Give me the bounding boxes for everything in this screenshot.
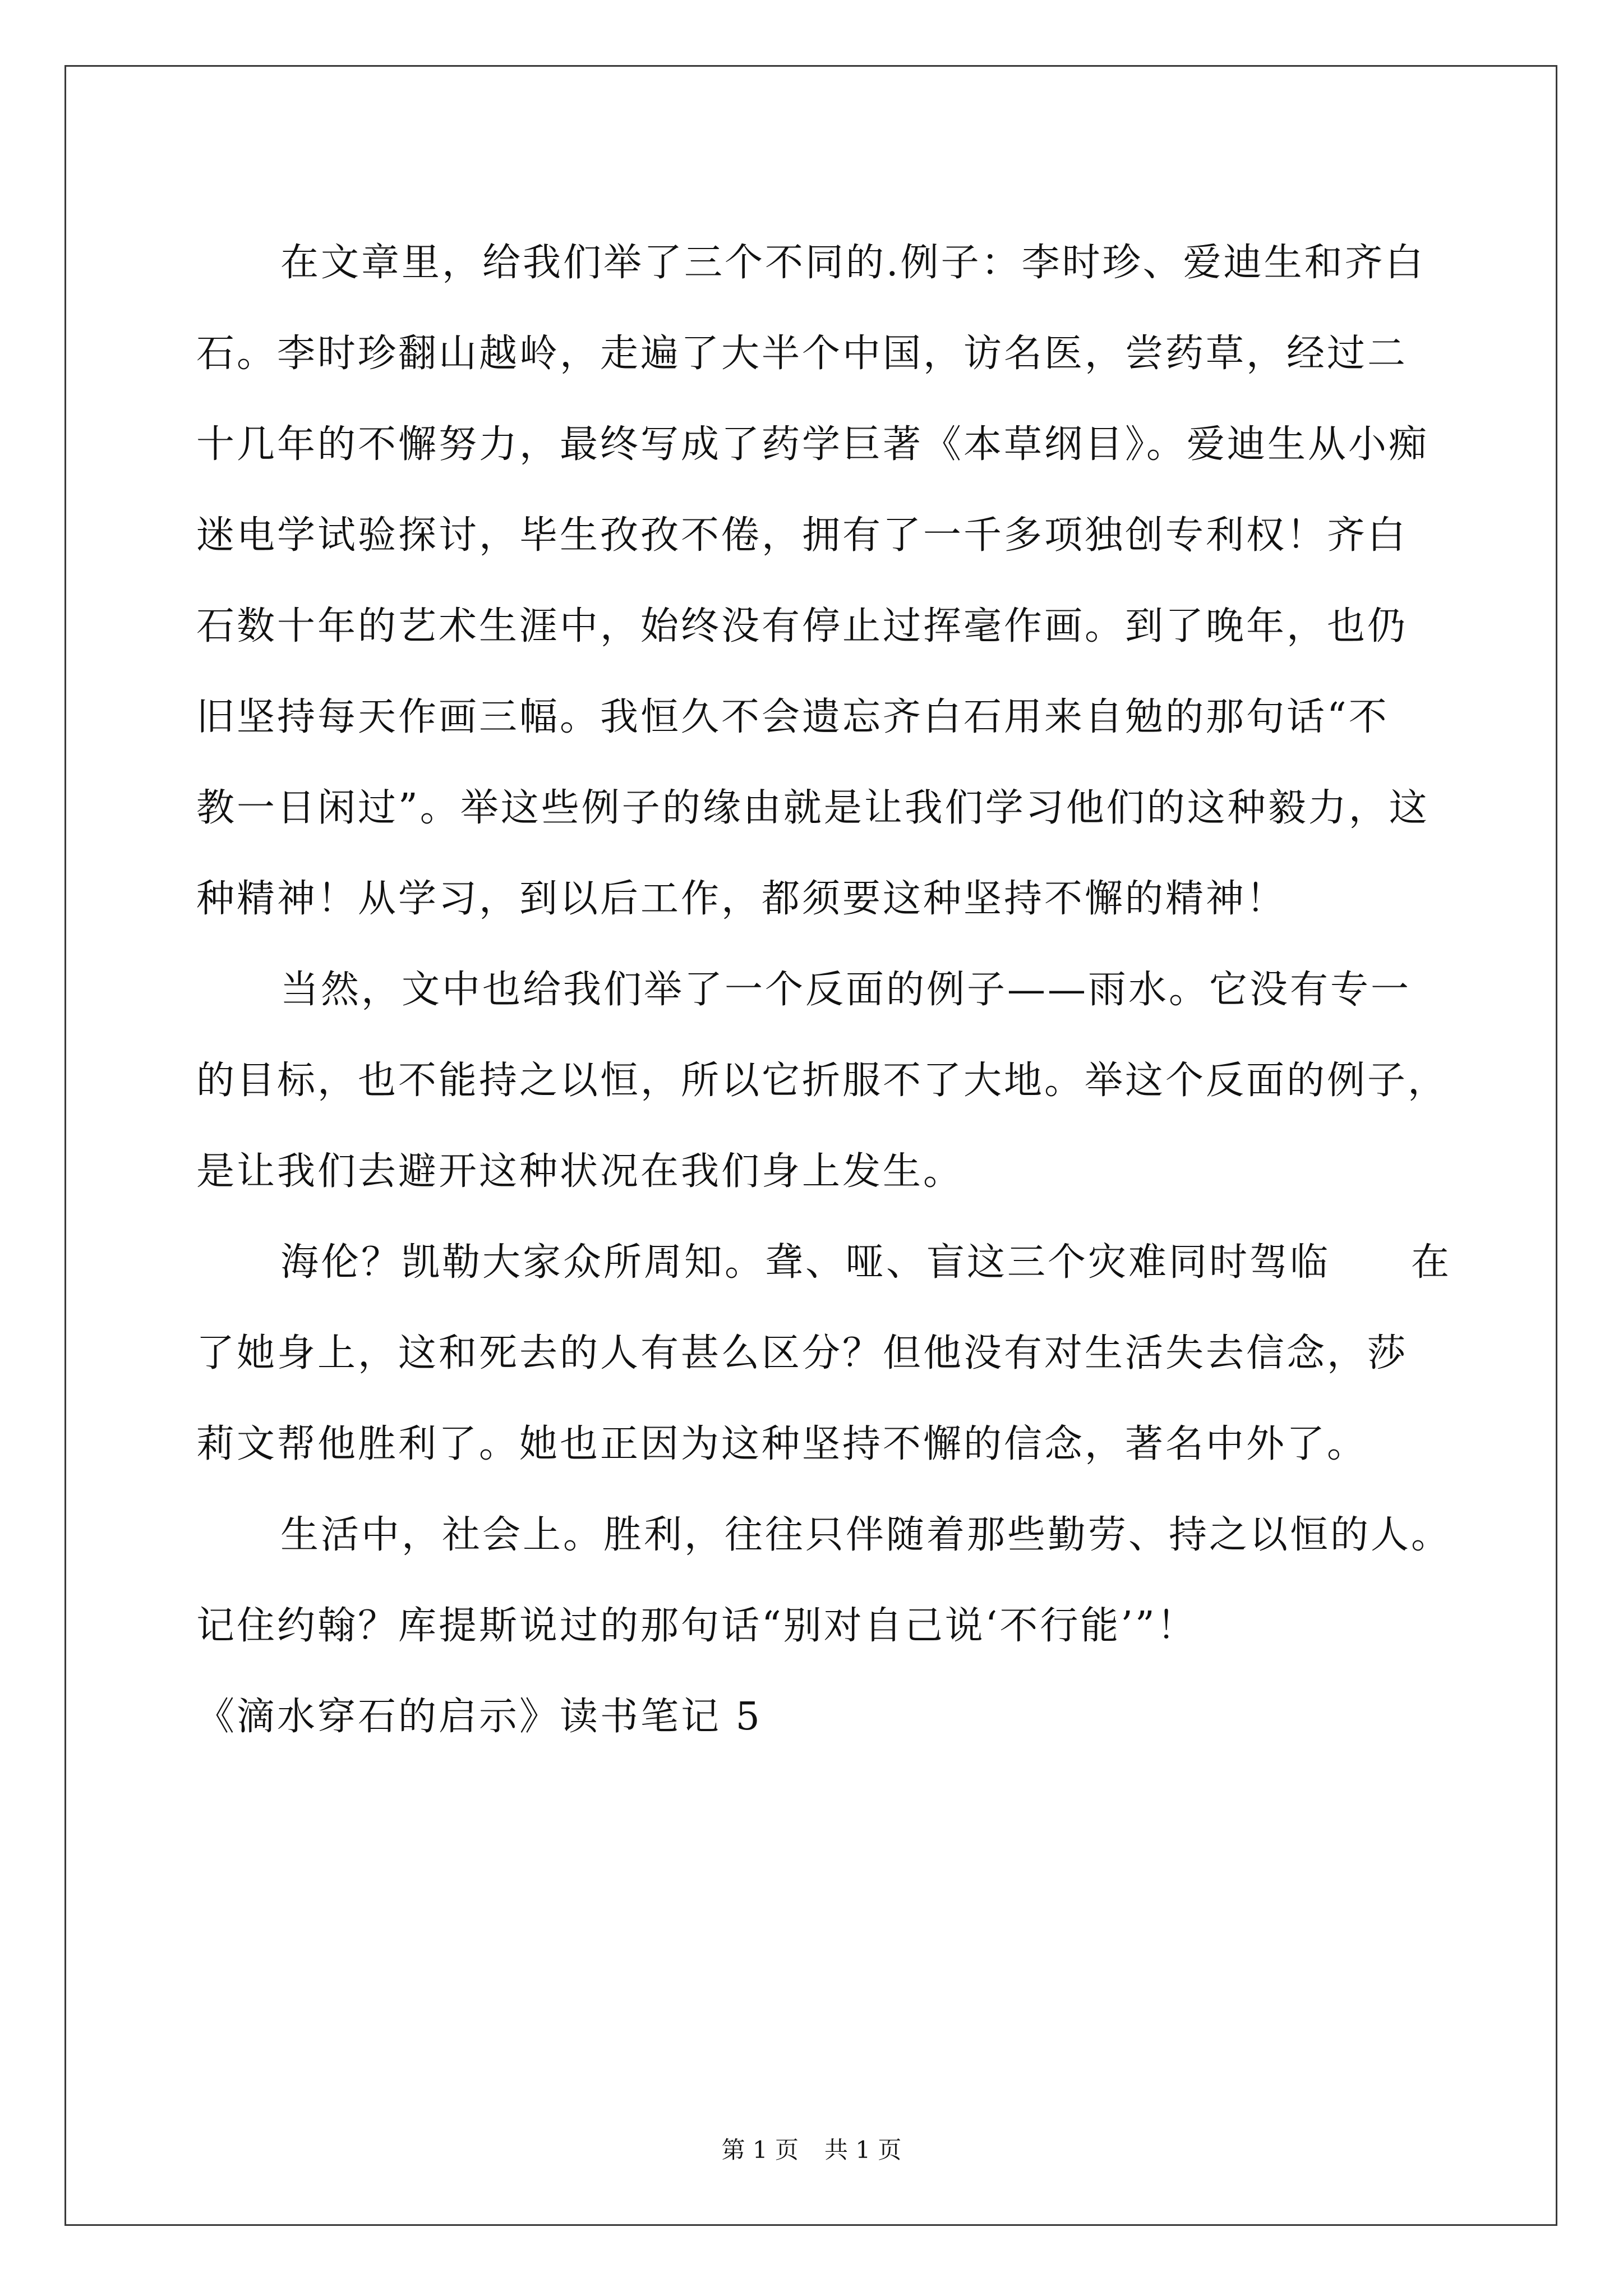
text-line: 旧坚持每天作画三幅。我恒久不会遗忘齐白石用来自勉的那句话“不 (196, 695, 1389, 739)
section-heading: 《滴水穿石的启示》读书笔记 5 (196, 1695, 762, 1739)
text-line: 教一日闲过”。举这些例子的缘由就是让我们学习他们的这种毅力，这 (196, 786, 1430, 830)
page-number-current: 第 1 页 (721, 2136, 799, 2164)
text-line: 记住约翰？库提斯说过的那句话“别对自己说‘不行能’”！ (196, 1604, 1197, 1648)
document-body (196, 218, 1452, 1763)
paragraph-2 (196, 945, 1449, 1217)
text-line: 莉文帮他胜利了。她也正因为这种坚持不懈的信念，著名中外了。 (196, 1422, 1368, 1466)
page-number-total: 共 1 页 (824, 2136, 902, 2164)
text-line: 石。李时珍翻山越岭，走遍了大半个中国，访名医，尝药草，经过二 (196, 332, 1408, 376)
text-line: 石数十年的艺术生涯中，始终没有停止过挥毫作画。到了晚年，也仍 (196, 604, 1408, 648)
text-line: 海伦？凯勒大家众所周知。聋、哑、盲这三个灾难同时驾临 在 (280, 1240, 1452, 1285)
page-footer (0, 2132, 1623, 2165)
text-line: 生活中，社会上。胜利，往往只伴随着那些勤劳、持之以恒的人。 (280, 1513, 1452, 1557)
text-line: 在文章里，给我们举了三个不同的.例子：李时珍、爱迪生和齐白 (280, 241, 1426, 285)
text-line: 的目标，也不能持之以恒，所以它折服不了大地。举这个反面的例子， (196, 1059, 1449, 1103)
text-line: 迷电学试验探讨，毕生孜孜不倦，拥有了一千多项独创专利权！齐白 (196, 513, 1408, 558)
text-line: 了她身上，这和死去的人有甚么区分？但他没有对生活失去信念，莎 (196, 1331, 1408, 1375)
text-line: 种精神！从学习，到以后工作，都须要这种坚持不懈的精神！ (196, 877, 1287, 921)
text-line: 十几年的不懈努力，最终写成了药学巨著《本草纲目》。爱迪生从小痴 (196, 422, 1430, 467)
text-line: 当然，文中也给我们举了一个反面的例子——雨水。它没有专一 (280, 968, 1412, 1012)
text-line: 是让我们去避开这种状况在我们身上发生。 (196, 1149, 964, 1194)
paragraph-1 (196, 218, 1430, 945)
paragraph-4 (196, 1490, 1452, 1672)
paragraph-3 (196, 1217, 1452, 1490)
